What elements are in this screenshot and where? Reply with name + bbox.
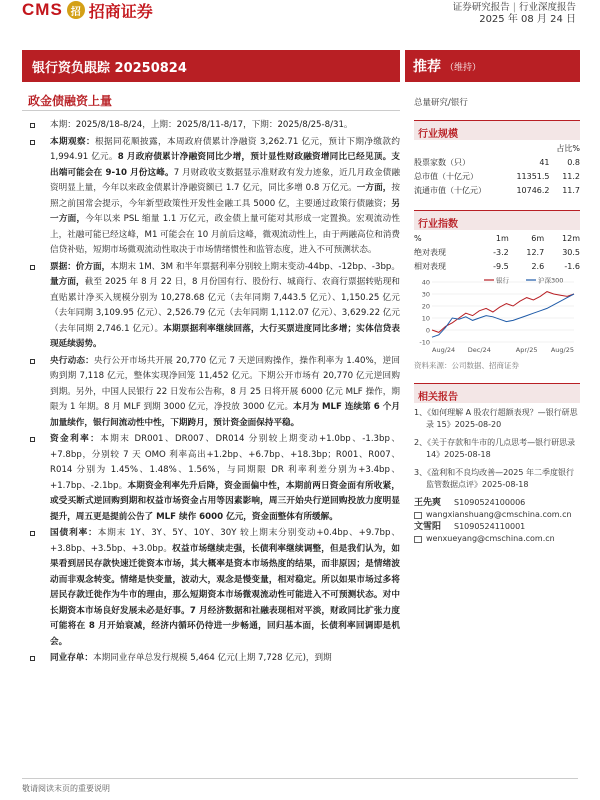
logo-cn: 招商证券: [88, 1, 153, 21]
scale-value: 41: [539, 158, 550, 167]
index-header-cell: %: [414, 234, 422, 243]
index-header-cell: 12m: [562, 234, 580, 243]
index-value: 30.5: [562, 248, 580, 257]
index-chart: [414, 276, 580, 358]
bullet-icon: [30, 359, 35, 364]
sidebar-category: 总量研究/银行: [414, 98, 468, 108]
y-tick-label: 10: [421, 314, 430, 323]
sidebar: [414, 90, 580, 545]
rating-banner: [405, 50, 580, 82]
index-table: [414, 232, 580, 274]
logo-en: CMS: [22, 0, 63, 19]
bullet-icon: [30, 531, 35, 536]
report-type-label: 证券研究报告: [452, 2, 510, 13]
scale-row: [414, 156, 580, 170]
paragraph-text: 票据：价方面，本期末 1M、3M 和半年票据利率分别较上期末变动-44bp、-12bp、-3bp。量方面，截至 2025 年 8 月 22 日，8 月份国有行、股份行、城商行、农商行票据转贴现和直贴累计净买入规模分别为 10,278.68 亿元（去年同期 7,443.5 亿元）、1,150.25 亿元（去年同期 3,109.95 亿元）、2,526.79 亿元（去年同期 1,112.07 亿元）、3,629.22 亿元（去年同期 2,746.1 亿元）。本期票据利率继续回落，大行买票进度同比多增；实体信贷表现延续弱势。: [50, 261, 400, 349]
scale-value: 10746.2: [516, 186, 550, 195]
paragraph-text: 资金利率：本期末 DR001、DR007、DR014 分别较上期变动+1.0bp、-1.3bp、+7.8bp，分别较 7 天 OMO 利率高出+1.2bp、+6.7bp、+18.3bp；R001、R007、R014 分别为 1.45%、1.48%、1.56%，与同期限 DR 利率利差分别为+3.4bp、+1.7bp、-2.1bp。本期资金利率先升后降，资金面偏中性，本期前两日资金面有所收紧，或受买断式逆回购到期和权益市场资金占用等因素影响，周三开始央行逆回购投放力度明显提升，周五更是提前公告了 MLF 续作 6000 亿元，资金面整体有所缓解。: [50, 434, 400, 522]
mail-icon: [414, 512, 422, 519]
bullet-icon: [30, 265, 35, 270]
x-tick-label: Aug/25: [550, 346, 574, 354]
index-label: 相对表现: [414, 262, 446, 271]
page-header: [0, 0, 600, 36]
scale-row: [414, 170, 580, 184]
index-value: -3.2: [493, 248, 509, 257]
body-paragraph: [30, 118, 400, 134]
analyst-code: S1090524110001: [454, 522, 526, 531]
body-paragraph: [30, 432, 400, 525]
page-footer: 敬请阅读末页的重要说明: [22, 778, 578, 794]
report-type: 证券研究报告 | 行业深度报告: [452, 2, 576, 13]
rating-sub: （维持）: [445, 62, 482, 73]
analyst-list: [414, 497, 580, 545]
index-value: -1.6: [564, 262, 580, 271]
analyst-email[interactable]: wenxueyang@cmschina.com.cn: [426, 534, 555, 543]
body-paragraph: [30, 651, 400, 667]
y-tick-label: 30: [421, 290, 430, 299]
related-title: 相关报告: [414, 383, 580, 403]
paragraph-text: 本期观察：根据同花顺披露，本周政府债累计净融资 3,262.71 亿元，预计下期净缴款约 1,994.91 亿元。8 月政府债累计净融资同比少增，预计显性财政融资增同比已经见顶。支出端可能会在 9-10 月份这峰。7 月财政收支数据显示准财政有发力迹象，近几月政金债融资明显上量，今年以来政金债累计净融资额已 1.7 亿元，同比多增 0.8 万亿元。一方面，按照之前国常会提示，今年新型政策性开发性金融工具 5000 亿，主要通过政策行债融资；另一方面，今年以来 PSL 缩量 1.1 万亿元，政金债上量可能对其形成一定置换。宏观流动性上，社融可能已经这峰，M1 可能会在 10 月前后这峰，微观流动性上，由于两融高位和消费信贷补贴，短期市场微观流动性取决于市场情绪惯性和监管态度，进入不可预测状态。: [50, 136, 401, 255]
analyst-email-row: [414, 509, 580, 521]
bullet-icon: [30, 123, 35, 128]
index-chart-svg: [414, 276, 580, 358]
y-tick-label: 20: [421, 302, 430, 311]
paragraph-text: 同业存单：本期同业存单总发行规模 5,464 亿元(上期 7,728 亿元)，到期: [50, 653, 332, 663]
report-category-label: 行业深度报告: [518, 2, 576, 13]
index-header-cell: 1m: [495, 234, 509, 243]
report-title: 银行资负跟踪 20250824: [32, 60, 187, 76]
scale-value: 11.2: [562, 172, 580, 181]
analyst-email[interactable]: wangxianshuang@cmschina.com.cn: [426, 510, 572, 519]
scale-header: 占比%: [556, 144, 580, 153]
scale-value: 0.8: [567, 158, 580, 167]
paragraph-text: 央行动态：央行公开市场共开展 20,770 亿元 7 天逆回购操作，操作利率为 1.40%，逆回购到期 7,118 亿元，整体实现净回笼 11,452 亿元。下期公开市场有 20,770 亿元逆回购到期。另外，中国人民银行 22 日发布公告称，8 月 25 日将开展 6000 亿元 MLF 操作，期限为 1 年期。8 月 MLF 到期 3000 亿元，净投放 3000 亿元。本月为 MLF 连续第 6 个月加量续作，银行间流动性中性，下期跨月，预计资金面保持平稳。: [50, 355, 400, 428]
index-row: [414, 260, 580, 274]
scale-value: 11351.5: [516, 172, 550, 181]
related-report-item[interactable]: 3、《盈利和不良均改善—2025 年二季度银行监管数据点评》2025-08-18: [414, 468, 574, 489]
index-value: -9.5: [493, 262, 509, 271]
y-tick-label: 0: [425, 326, 430, 335]
scale-label: 流通市值（十亿元）: [414, 186, 486, 195]
report-date: 2025 年 08 月 24 日: [479, 14, 576, 25]
divider: [22, 110, 400, 111]
bullet-icon: [30, 437, 35, 442]
index-row: [414, 246, 580, 260]
index-header-cell: 6m: [531, 234, 545, 243]
legend-label: 沪深300: [538, 276, 564, 285]
x-tick-label: Dec/24: [467, 346, 491, 354]
bullet-icon: [30, 140, 35, 145]
main-content: [30, 118, 400, 668]
related-report-item[interactable]: 1、《如何理解 A 股农行超额表现？—银行研思录 15》2025-08-20: [414, 408, 578, 429]
analyst-row: [414, 521, 580, 533]
series-line-bank: [432, 292, 574, 333]
title-banner: [22, 50, 400, 82]
scale-value: 11.7: [562, 186, 580, 195]
related-list: [414, 407, 580, 491]
x-tick-label: Aug/24: [432, 346, 456, 354]
scale-label: 总市值（十亿元）: [414, 172, 478, 181]
index-title: 行业指数: [414, 210, 580, 230]
y-tick-label: 40: [421, 278, 430, 287]
chart-source: 资料来源：公司数据、招商证券: [414, 361, 519, 370]
paragraph-text: 本期：2025/8/18-8/24，上期：2025/8/11-8/17，下期：2025/8/25-8/31。: [50, 120, 353, 130]
series-line-hs300: [432, 294, 574, 337]
analyst-name: 王先爽: [414, 498, 442, 508]
index-value: 2.6: [531, 262, 545, 271]
analyst-row: [414, 497, 580, 509]
company-logo: [22, 0, 212, 20]
body-paragraph: [30, 135, 400, 259]
paragraph-text: 国债利率：本期末 1Y、3Y、5Y、10Y、30Y 较上期末分别变动+0.4bp、+9.7bp、+3.8bp、+3.5bp、+3.0bp。权益市场继续走强，长债利率继续调整，但是我们认为，如果看到居民存款快速迁徙资本市场，其大概率是资本市场热度的结果，而非原因；是情绪波动而非观念转变。情绪是快变量，波动大，观念是慢变量，相对稳定。所以如果市场过多将居民存款迁徙作为牛市的理由，那么短期资本市场微观流动性可能进入不可预测状态。对中长期资本市场良好发展未必是好事。7 月经济数据和社融表现相对平淡，财政同比扩张力度可能将在 8 月开始衰减，经济内循环仍待进一步畅通，回归基本面，长债利率回调即是机会。: [50, 528, 400, 647]
body-paragraph: [30, 526, 400, 650]
index-label: 绝对表现: [414, 248, 446, 257]
rating-label: 推荐: [413, 59, 441, 75]
analyst-email-row: [414, 533, 580, 545]
body-paragraph: [30, 260, 400, 353]
scale-table: [414, 142, 580, 198]
related-report-item[interactable]: 2、《关于存款和牛市的几点思考—银行研思录 14》2025-08-18: [414, 438, 576, 459]
body-paragraph: [30, 354, 400, 432]
x-tick-label: Apr/25: [515, 346, 538, 354]
analyst-code: S1090524100006: [454, 498, 526, 507]
legend-label: 银行: [496, 276, 509, 285]
mail-icon: [414, 536, 422, 543]
report-subtitle: 政金债融资上量: [28, 94, 113, 108]
scale-title: 行业规模: [414, 120, 580, 140]
bullet-icon: [30, 656, 35, 661]
analyst-name: 文雪阳: [414, 522, 442, 532]
scale-label: 股票家数（只）: [414, 158, 470, 167]
index-value: 12.7: [526, 248, 545, 257]
logo-badge-icon: 招: [67, 1, 85, 19]
y-tick-label: -10: [419, 338, 430, 347]
scale-row: [414, 184, 580, 198]
